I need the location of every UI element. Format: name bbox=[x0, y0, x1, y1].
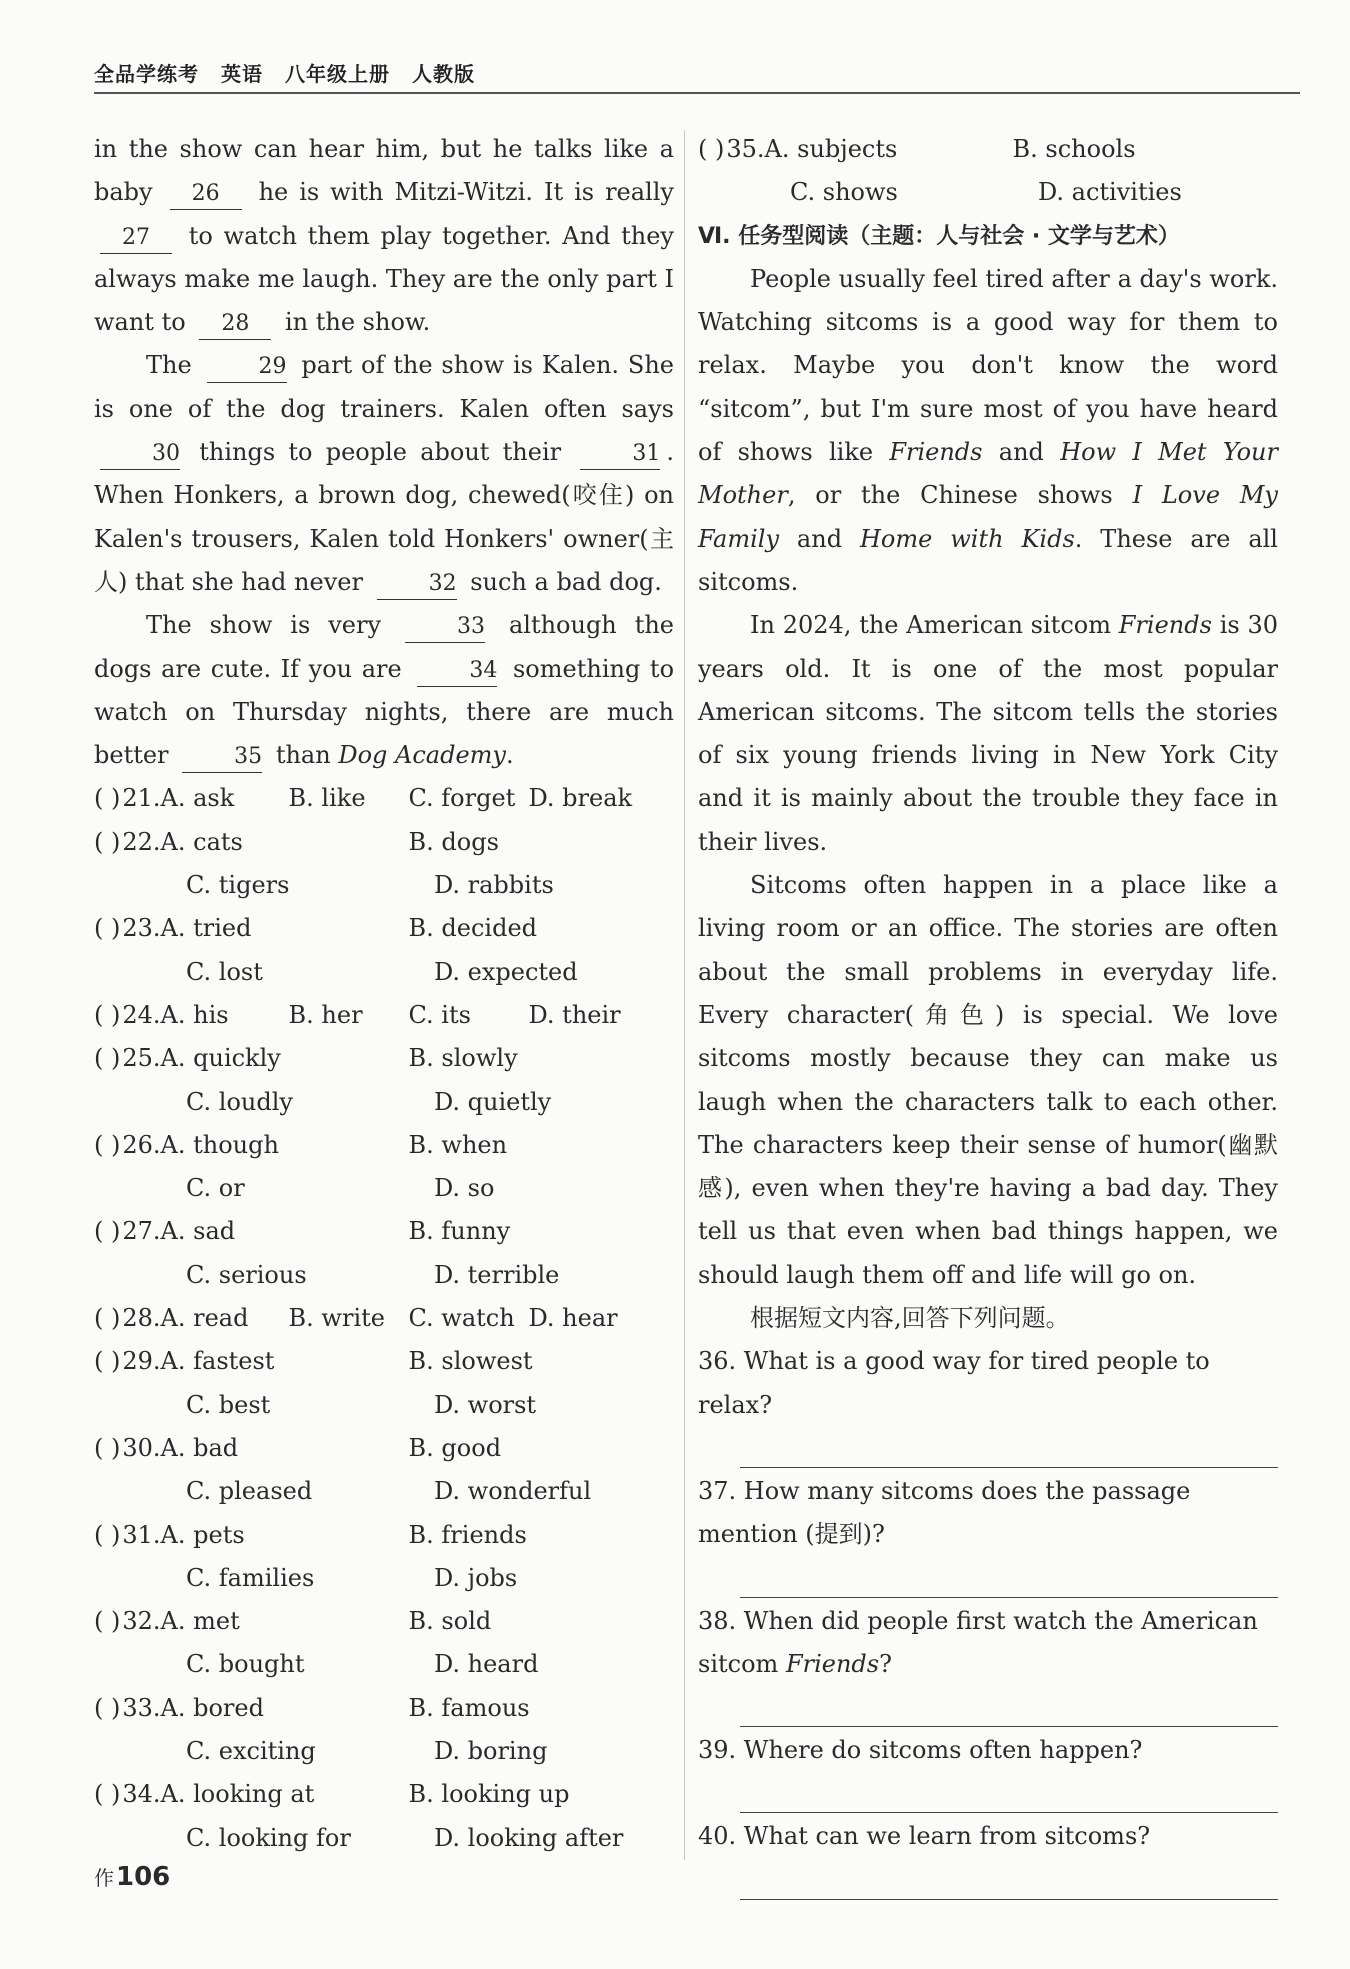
question-32 bbox=[94, 1600, 674, 1643]
option-d: D. jobs bbox=[434, 1563, 518, 1592]
passage-paragraph-2: The 29 part of the show is Kalen. She is one of the dog trainers. Kalen often says 30 things to people about their 31 . When Honkers, a brown dog, chewed(咬住) on Kalen's trousers, Kalen told Honkers' owner(主人) that she had never 32 such a bad dog. bbox=[94, 344, 674, 604]
option-b: B. dogs bbox=[408, 827, 499, 856]
reading-paragraph-1: People usually feel tired after a day's work. Watching sitcoms is a good way for them to relax. Maybe you don't know the word “sitcom”, but I'm sure most of you have heard of shows like Friends and How I Met Your Mother, or the Chinese shows I Love My Family and Home with Kids. These are all sitcoms. bbox=[698, 264, 1278, 596]
series-name: 全品学练考 bbox=[94, 62, 199, 86]
question-number: 29. bbox=[122, 1347, 161, 1376]
option-c: C. or bbox=[186, 1174, 245, 1203]
option-d: D. terrible bbox=[434, 1260, 560, 1289]
option-b: B. slowly bbox=[408, 1044, 518, 1073]
header-rule bbox=[94, 92, 1300, 94]
page-number: 106 bbox=[116, 1862, 171, 1892]
question-33-row-2 bbox=[94, 1730, 674, 1773]
option-b: B. schools bbox=[1012, 135, 1136, 163]
question-number: 24. bbox=[122, 1000, 161, 1029]
option-d: D. boring bbox=[434, 1736, 548, 1765]
answer-line-39[interactable] bbox=[740, 1772, 1278, 1813]
question-24 bbox=[94, 994, 674, 1037]
blank-30: 30 bbox=[100, 439, 180, 470]
question-25-row-2 bbox=[94, 1081, 674, 1124]
option-d: D. worst bbox=[434, 1390, 537, 1419]
option-a: A. pets bbox=[160, 1520, 245, 1549]
option-d: D. looking after bbox=[434, 1823, 624, 1852]
option-d: D. activities bbox=[1038, 178, 1182, 207]
question-31-row-2 bbox=[94, 1557, 674, 1600]
option-d: D. wonderful bbox=[434, 1477, 592, 1506]
passage-paragraph-1: in the show can hear him, but he talks like a baby 26 he is with Mitzi-Witzi. It is really 27 to watch them play together. And they always make me laugh. They are the only part I want to 28 in the show. bbox=[94, 128, 674, 344]
answer-bracket[interactable]: ( ) bbox=[94, 1217, 121, 1246]
option-d: D. expected bbox=[434, 957, 578, 986]
answer-bracket[interactable]: ( ) bbox=[94, 1693, 121, 1722]
option-b: B. slowest bbox=[408, 1347, 533, 1376]
page-prefix: 作 bbox=[94, 1866, 114, 1890]
task-instruction: 根据短文内容,回答下列问题。 bbox=[750, 1304, 1070, 1333]
question-26 bbox=[94, 1124, 674, 1167]
question-38: 38. When did people first watch the American sitcom Friends? bbox=[698, 1606, 1258, 1678]
option-c: C. bought bbox=[186, 1650, 305, 1679]
option-c: C. shows bbox=[790, 178, 898, 207]
question-35-row-2 bbox=[698, 171, 1278, 214]
answer-bracket[interactable]: ( ) bbox=[94, 827, 121, 856]
page-footer bbox=[94, 1862, 170, 1892]
answer-bracket[interactable]: ( ) bbox=[94, 1780, 121, 1809]
option-b: B. write bbox=[288, 1304, 385, 1333]
option-d: D. rabbits bbox=[434, 871, 554, 900]
multiple-choice-list bbox=[94, 777, 674, 1859]
answer-bracket[interactable]: ( ) bbox=[94, 1433, 121, 1462]
answer-bracket[interactable]: ( ) bbox=[94, 1607, 121, 1636]
question-33 bbox=[94, 1687, 674, 1730]
option-a: A. looking at bbox=[160, 1780, 315, 1809]
option-b: B. looking up bbox=[408, 1780, 570, 1809]
running-header bbox=[94, 58, 497, 87]
question-35 bbox=[698, 128, 1278, 171]
option-b: B. decided bbox=[408, 914, 538, 943]
option-b: B. funny bbox=[408, 1217, 511, 1246]
question-number: 28. bbox=[122, 1304, 161, 1333]
answer-bracket[interactable]: ( ) bbox=[94, 1000, 121, 1029]
question-number: 31. bbox=[122, 1520, 161, 1549]
grade-name: 八年级上册 bbox=[285, 62, 390, 86]
blank-35: 35 bbox=[182, 742, 262, 773]
answer-bracket[interactable]: ( ) bbox=[698, 135, 725, 163]
answer-bracket[interactable]: ( ) bbox=[94, 1304, 121, 1333]
option-c: C. loudly bbox=[186, 1087, 293, 1116]
option-c: C. serious bbox=[186, 1260, 307, 1289]
question-37: 37. How many sitcoms does the passage mention (提到)? bbox=[698, 1476, 1191, 1549]
question-number: 21. bbox=[122, 784, 161, 813]
answer-bracket[interactable]: ( ) bbox=[94, 1520, 121, 1549]
option-b: B. when bbox=[408, 1130, 508, 1159]
option-a: A. sad bbox=[160, 1217, 236, 1246]
question-29-row-2 bbox=[94, 1384, 674, 1427]
option-a: A. quickly bbox=[160, 1044, 281, 1073]
option-d: D. their bbox=[528, 1000, 621, 1029]
option-d: D. break bbox=[528, 784, 633, 813]
answer-bracket[interactable]: ( ) bbox=[94, 784, 121, 813]
answer-line-38[interactable] bbox=[740, 1686, 1278, 1727]
question-number: 23. bbox=[122, 914, 161, 943]
option-c: C. watch bbox=[408, 1304, 515, 1333]
left-column bbox=[94, 128, 674, 1860]
question-36: 36. What is a good way for tired people to relax? bbox=[698, 1347, 1210, 1419]
option-c: C. exciting bbox=[186, 1736, 316, 1765]
reading-paragraph-2: In 2024, the American sitcom Friends is 30 years old. It is one of the most popular American sitcoms. The sitcom tells the stories of six young friends living in New York City and it is mainly about the trouble they face in their lives. bbox=[698, 611, 1278, 856]
option-c: C. families bbox=[186, 1563, 315, 1592]
question-34-row-2 bbox=[94, 1817, 674, 1860]
option-c: C. forget bbox=[408, 784, 516, 813]
question-40: 40. What can we learn from sitcoms? bbox=[698, 1822, 1151, 1851]
column-divider bbox=[684, 130, 685, 1860]
option-b: B. her bbox=[288, 1000, 363, 1029]
question-number: 33. bbox=[122, 1693, 161, 1722]
blank-32: 32 bbox=[377, 569, 457, 600]
question-27 bbox=[94, 1210, 674, 1253]
option-a: A. cats bbox=[160, 827, 243, 856]
question-32-row-2 bbox=[94, 1643, 674, 1686]
question-29 bbox=[94, 1340, 674, 1383]
blank-34: 34 bbox=[417, 656, 497, 687]
option-b: B. friends bbox=[408, 1520, 527, 1549]
blank-27: 27 bbox=[100, 223, 172, 254]
question-39: 39. Where do sitcoms often happen? bbox=[698, 1736, 1143, 1765]
question-number: 26. bbox=[122, 1130, 161, 1159]
option-a: A. bad bbox=[160, 1433, 239, 1462]
answer-line-37[interactable] bbox=[740, 1557, 1278, 1598]
question-34 bbox=[94, 1773, 674, 1816]
option-a: A. bored bbox=[160, 1693, 264, 1722]
option-b: B. like bbox=[288, 784, 366, 813]
blank-28: 28 bbox=[199, 309, 271, 340]
option-c: C. pleased bbox=[186, 1477, 313, 1506]
question-number: 30. bbox=[122, 1433, 161, 1462]
blank-26: 26 bbox=[170, 179, 242, 210]
answer-bracket[interactable]: ( ) bbox=[94, 1347, 121, 1376]
question-number: 25. bbox=[122, 1044, 161, 1073]
option-b: B. good bbox=[408, 1433, 502, 1462]
option-b: B. sold bbox=[408, 1607, 492, 1636]
question-21 bbox=[94, 777, 674, 820]
section-heading: Ⅵ. 任务型阅读（主题：人与社会 · 文学与艺术） bbox=[698, 223, 1180, 249]
option-c: C. its bbox=[408, 1000, 471, 1029]
subject-name: 英语 bbox=[221, 62, 263, 86]
right-column bbox=[698, 128, 1278, 1902]
question-number: 34. bbox=[122, 1780, 161, 1809]
reading-paragraph-3: Sitcoms often happen in a place like a living room or an office. The stories are often about the small problems in everyday life. Every character(角色) is special. We love sitcoms mostly because they can make us laugh when the characters talk to each other. The characters keep their sense of humor(幽默感), even when they're having a bad day. They tell us that even when bad things happen, we should laugh them off and life will go on. bbox=[698, 871, 1278, 1289]
blank-33: 33 bbox=[405, 612, 485, 643]
question-30-row-2 bbox=[94, 1470, 674, 1513]
question-30 bbox=[94, 1427, 674, 1470]
option-c: C. lost bbox=[186, 957, 263, 986]
question-31 bbox=[94, 1514, 674, 1557]
option-c: C. best bbox=[186, 1390, 271, 1419]
question-26-row-2 bbox=[94, 1167, 674, 1210]
answer-bracket[interactable]: ( ) bbox=[94, 1130, 121, 1159]
option-a: A. though bbox=[160, 1130, 279, 1159]
answer-bracket[interactable]: ( ) bbox=[94, 914, 121, 943]
option-d: D. quietly bbox=[434, 1087, 552, 1116]
question-number: 27. bbox=[122, 1217, 161, 1246]
question-28 bbox=[94, 1297, 674, 1340]
option-c: C. tigers bbox=[186, 871, 290, 900]
option-a: A. ask bbox=[160, 784, 235, 813]
question-number: 35. bbox=[726, 135, 765, 163]
option-c: C. looking for bbox=[186, 1823, 351, 1852]
option-a: A. subjects bbox=[764, 135, 898, 163]
edition-name: 人教版 bbox=[412, 62, 475, 86]
answer-line-40[interactable] bbox=[740, 1859, 1278, 1900]
show-title: Dog Academy bbox=[338, 741, 506, 770]
option-d: D. so bbox=[434, 1174, 495, 1203]
passage-paragraph-3: The show is very 33 although the dogs are cute. If you are 34 something to watch on Thursday nights, there are much better 35 than Dog Academy. bbox=[94, 604, 674, 777]
question-22 bbox=[94, 821, 674, 864]
option-d: D. hear bbox=[528, 1304, 618, 1333]
option-a: A. met bbox=[160, 1607, 240, 1636]
answer-line-36[interactable] bbox=[740, 1427, 1278, 1468]
option-a: A. tried bbox=[160, 914, 252, 943]
option-a: A. his bbox=[160, 1000, 229, 1029]
question-number: 32. bbox=[122, 1607, 161, 1636]
question-27-row-2 bbox=[94, 1254, 674, 1297]
blank-31: 31 bbox=[580, 439, 660, 470]
answer-bracket[interactable]: ( ) bbox=[94, 1044, 121, 1073]
option-b: B. famous bbox=[408, 1693, 530, 1722]
option-a: A. read bbox=[160, 1304, 249, 1333]
question-23-row-2 bbox=[94, 951, 674, 994]
multiple-choice-list-continued bbox=[698, 128, 1278, 215]
question-23 bbox=[94, 907, 674, 950]
option-a: A. fastest bbox=[160, 1347, 275, 1376]
question-25 bbox=[94, 1037, 674, 1080]
question-number: 22. bbox=[122, 827, 161, 856]
question-22-row-2 bbox=[94, 864, 674, 907]
blank-29: 29 bbox=[207, 352, 287, 383]
option-d: D. heard bbox=[434, 1650, 539, 1679]
